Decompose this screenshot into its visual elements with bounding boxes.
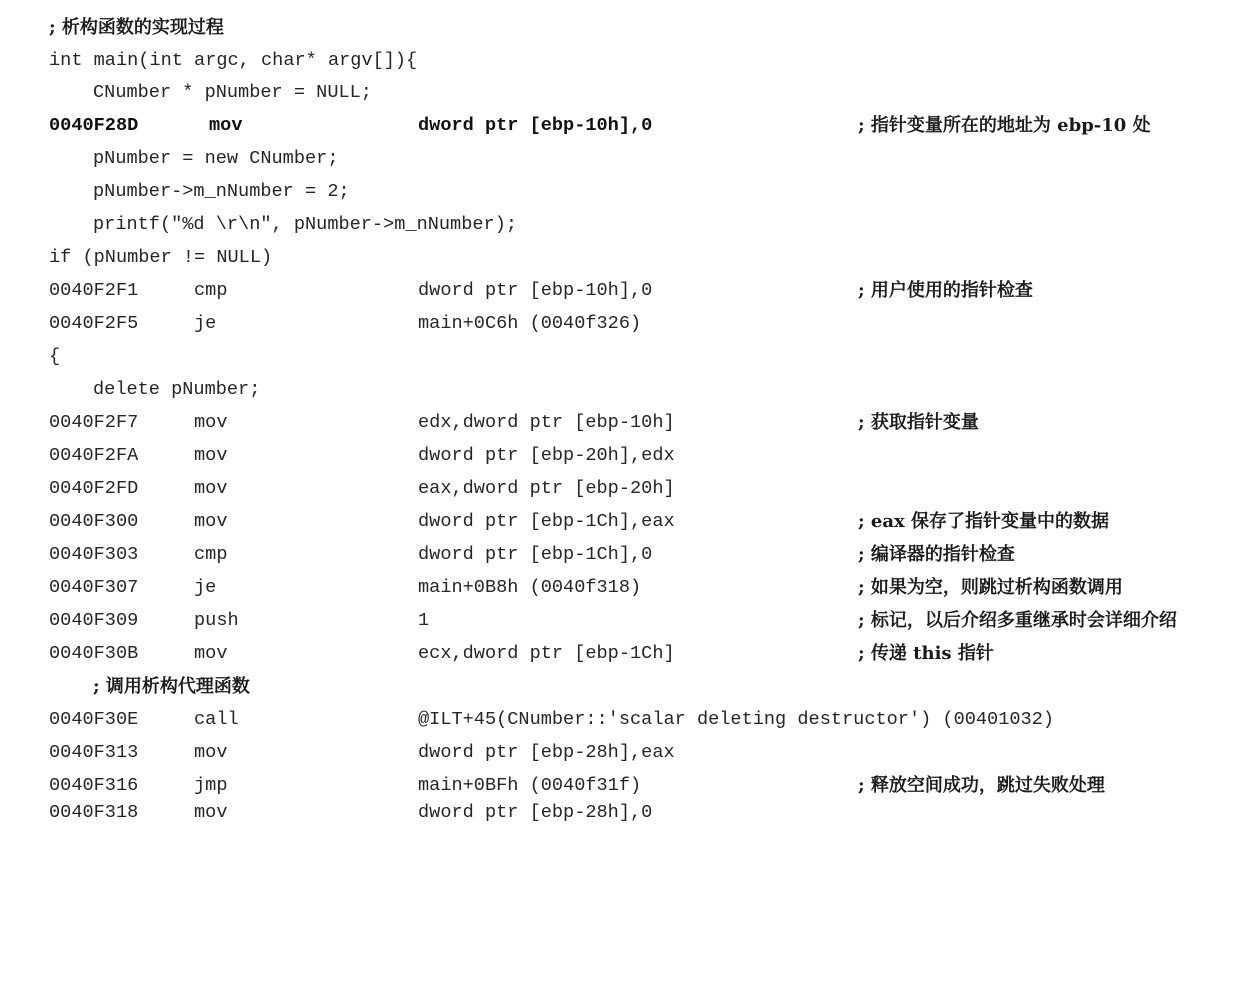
asm-address: 0040F2F7 bbox=[49, 412, 139, 433]
asm-address: 0040F316 bbox=[49, 775, 139, 796]
code-line bbox=[0, 110, 1151, 142]
code-line bbox=[0, 737, 675, 769]
asm-opcode: mov bbox=[194, 511, 228, 532]
asm-address: 0040F30E bbox=[49, 709, 139, 730]
asm-address: 0040F2FA bbox=[49, 445, 139, 466]
code-line bbox=[0, 605, 1177, 637]
asm-operands: 1 bbox=[418, 610, 430, 631]
source-line: if (pNumber != NULL) bbox=[49, 247, 273, 268]
source-line: { bbox=[49, 346, 61, 367]
section-comment: ; 调用析构代理函数 bbox=[93, 676, 250, 697]
asm-comment: ; 传递 this 指针 bbox=[858, 643, 994, 664]
code-line bbox=[0, 275, 1033, 307]
asm-operands: @ILT+45(CNumber::'scalar deleting destructor') (00401032) bbox=[418, 709, 1055, 730]
code-line bbox=[0, 539, 1015, 571]
asm-address: 0040F30B bbox=[49, 643, 139, 664]
asm-operands: ecx,dword ptr [ebp-1Ch] bbox=[418, 643, 675, 664]
source-line: int main(int argc, char* argv[]){ bbox=[49, 50, 418, 71]
asm-opcode: je bbox=[194, 313, 217, 334]
asm-address: 0040F28D bbox=[49, 115, 139, 136]
code-line bbox=[0, 176, 350, 208]
asm-operands: eax,dword ptr [ebp-20h] bbox=[418, 478, 675, 499]
code-line bbox=[0, 374, 261, 406]
asm-operands: dword ptr [ebp-10h],0 bbox=[418, 115, 653, 136]
source-line: printf("%d \r\n", pNumber->m_nNumber); bbox=[93, 214, 518, 235]
asm-address: 0040F303 bbox=[49, 544, 139, 565]
asm-operands: main+0BFh (0040f31f) bbox=[418, 775, 642, 796]
asm-operands: dword ptr [ebp-20h],edx bbox=[418, 445, 675, 466]
asm-address: 0040F309 bbox=[49, 610, 139, 631]
code-line bbox=[0, 45, 418, 77]
asm-opcode: mov bbox=[194, 478, 228, 499]
asm-opcode: mov bbox=[194, 412, 228, 433]
asm-comment: ; 释放空间成功，跳过失败处理 bbox=[858, 775, 1105, 796]
code-line bbox=[0, 12, 224, 44]
code-line bbox=[0, 704, 1055, 736]
asm-opcode: mov bbox=[194, 643, 228, 664]
asm-operands: main+0B8h (0040f318) bbox=[418, 577, 642, 598]
asm-operands: dword ptr [ebp-28h],eax bbox=[418, 742, 675, 763]
asm-address: 0040F313 bbox=[49, 742, 139, 763]
source-line: pNumber = new CNumber; bbox=[93, 148, 339, 169]
asm-comment: ; 如果为空，则跳过析构函数调用 bbox=[858, 577, 1123, 598]
asm-operands: dword ptr [ebp-10h],0 bbox=[418, 280, 653, 301]
asm-opcode: je bbox=[194, 577, 217, 598]
code-line bbox=[0, 638, 994, 670]
asm-address: 0040F307 bbox=[49, 577, 139, 598]
asm-comment: ; 用户使用的指针检查 bbox=[858, 280, 1033, 301]
code-line bbox=[0, 341, 61, 373]
asm-address: 0040F2F1 bbox=[49, 280, 139, 301]
asm-operands: edx,dword ptr [ebp-10h] bbox=[418, 412, 675, 433]
code-line bbox=[0, 209, 518, 241]
code-line bbox=[0, 473, 675, 505]
asm-opcode: push bbox=[194, 610, 239, 631]
asm-comment: ; eax 保存了指针变量中的数据 bbox=[858, 511, 1110, 532]
source-line: pNumber->m_nNumber = 2; bbox=[93, 181, 350, 202]
code-line bbox=[0, 242, 273, 274]
asm-address: 0040F2FD bbox=[49, 478, 139, 499]
code-line bbox=[0, 506, 1110, 538]
asm-opcode: call bbox=[194, 709, 239, 730]
asm-opcode: jmp bbox=[194, 775, 228, 796]
asm-opcode: mov bbox=[209, 115, 243, 136]
asm-comment: ; 编译器的指针检查 bbox=[858, 544, 1015, 565]
asm-address: 0040F300 bbox=[49, 511, 139, 532]
asm-address: 0040F318 bbox=[49, 802, 139, 823]
asm-operands: dword ptr [ebp-1Ch],eax bbox=[418, 511, 675, 532]
code-line bbox=[0, 407, 979, 439]
code-line bbox=[0, 143, 339, 175]
asm-opcode: mov bbox=[194, 445, 228, 466]
source-line: CNumber * pNumber = NULL; bbox=[93, 82, 372, 103]
source-line: delete pNumber; bbox=[93, 379, 261, 400]
code-line bbox=[0, 797, 653, 829]
asm-operands: dword ptr [ebp-28h],0 bbox=[418, 802, 653, 823]
asm-opcode: cmp bbox=[194, 280, 228, 301]
asm-operands: dword ptr [ebp-1Ch],0 bbox=[418, 544, 653, 565]
code-line bbox=[0, 440, 675, 472]
code-line bbox=[0, 77, 372, 109]
asm-operands: main+0C6h (0040f326) bbox=[418, 313, 642, 334]
asm-comment: ; 标记，以后介绍多重继承时会详细介绍 bbox=[858, 610, 1177, 631]
asm-comment: ; 指针变量所在的地址为 ebp-10 处 bbox=[858, 115, 1151, 136]
code-line bbox=[0, 308, 642, 340]
asm-comment: ; 获取指针变量 bbox=[858, 412, 979, 433]
asm-opcode: mov bbox=[194, 802, 228, 823]
asm-opcode: cmp bbox=[194, 544, 228, 565]
section-comment: ; 析构函数的实现过程 bbox=[49, 17, 224, 38]
asm-address: 0040F2F5 bbox=[49, 313, 139, 334]
asm-opcode: mov bbox=[194, 742, 228, 763]
code-line bbox=[0, 572, 1123, 604]
code-line bbox=[0, 671, 250, 703]
